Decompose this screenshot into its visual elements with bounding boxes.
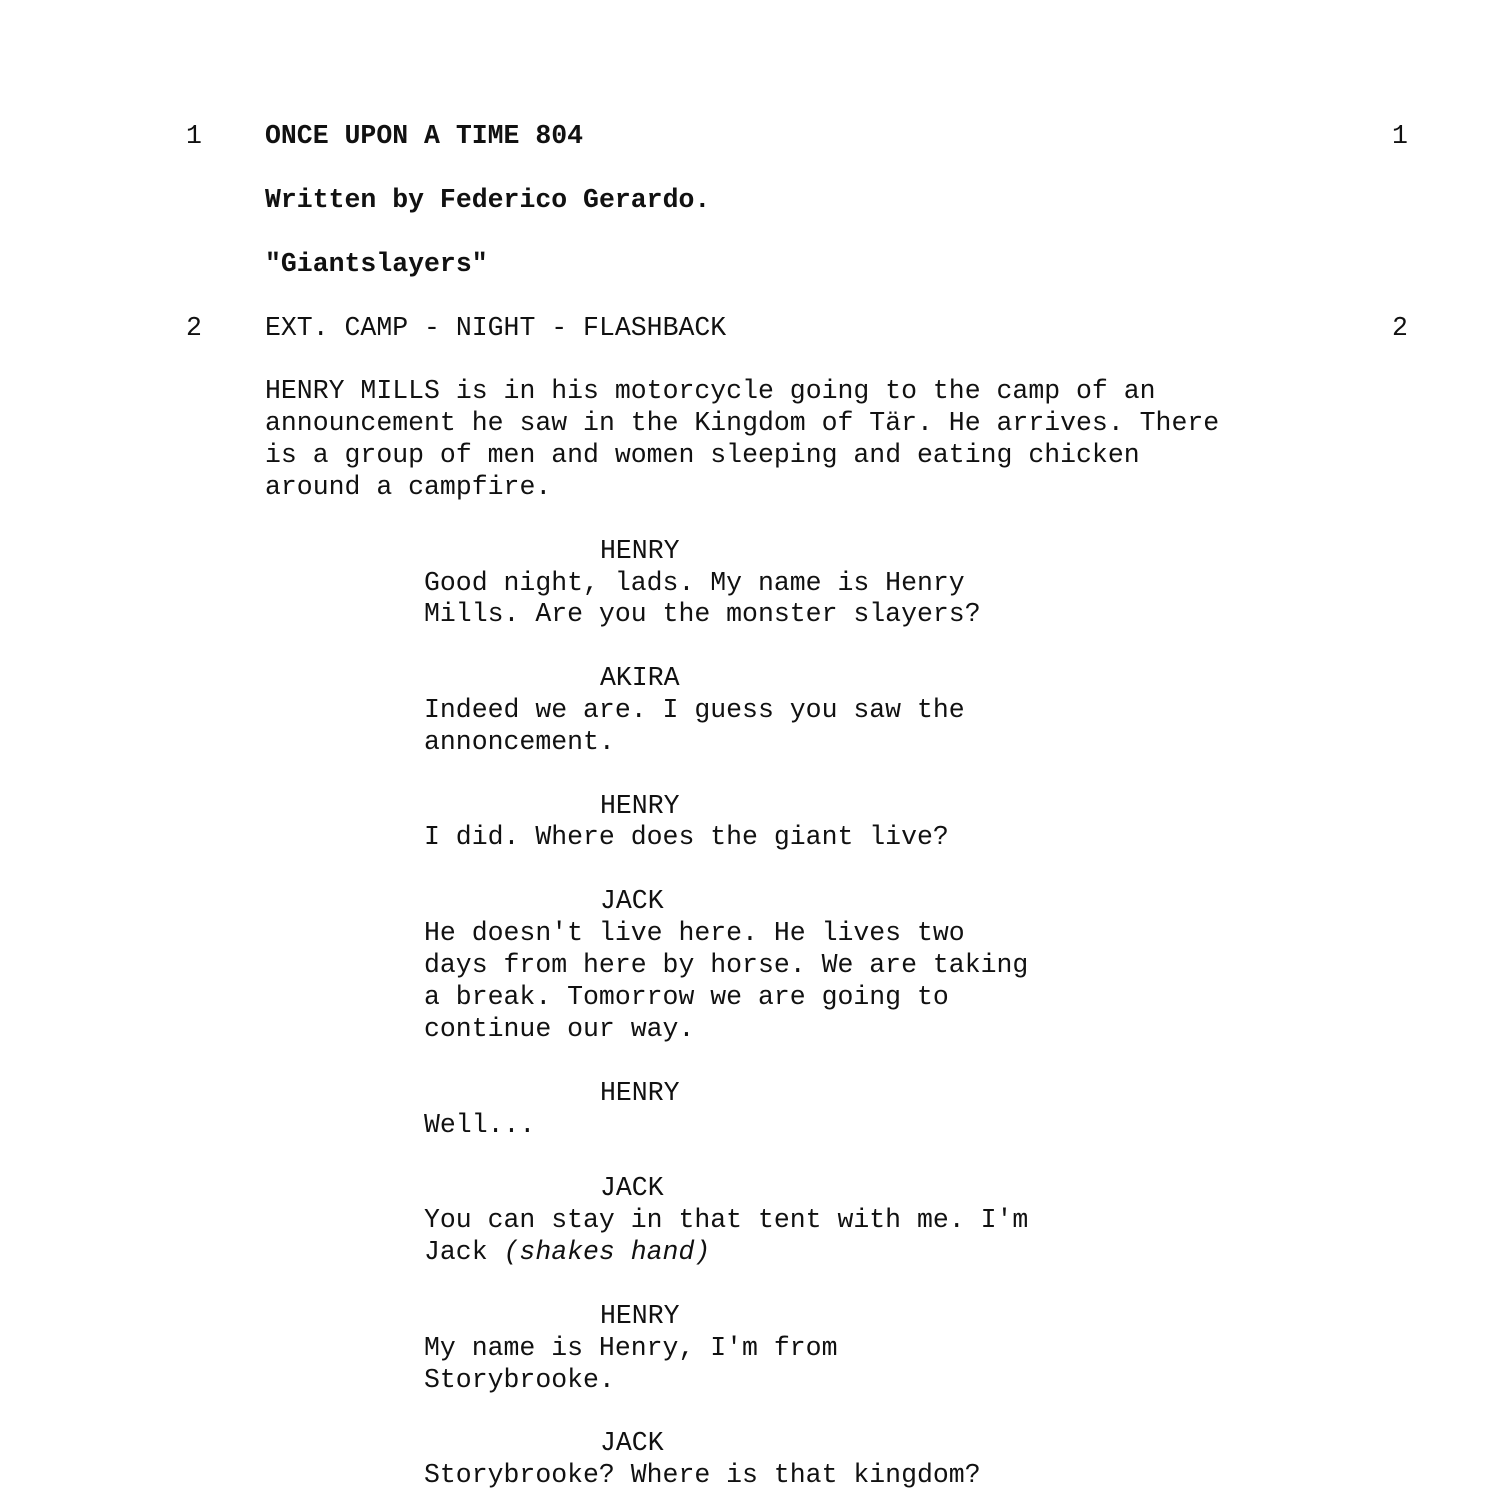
character-name: JACK: [600, 1428, 664, 1458]
dialogue-line: days from here by horse. We are taking: [424, 950, 1029, 980]
dialogue-line: Storybrooke.: [424, 1365, 615, 1395]
dialogue-line: You can stay in that tent with me. I'm: [424, 1205, 1029, 1235]
dialogue-line: [424, 1236, 710, 1268]
action-line: around a campfire.: [265, 472, 552, 502]
dialogue-line: I did. Where does the giant live?: [424, 822, 949, 852]
action-line: announcement he saw in the Kingdom of Tär. He arrives. There: [265, 408, 1220, 438]
parenthetical: (shakes hand): [503, 1237, 711, 1267]
dialogue-line: Good night, lads. My name is Henry: [424, 568, 965, 598]
script-title: ONCE UPON A TIME 804: [265, 121, 584, 151]
dialogue-line: continue our way.: [424, 1014, 695, 1044]
dialogue-line: He doesn't live here. He lives two: [424, 918, 965, 948]
scene-number-right: 2: [1392, 313, 1408, 343]
episode-title: "Giantslayers": [265, 249, 488, 279]
character-name: AKIRA: [600, 663, 680, 693]
scene-number-left: 1: [186, 121, 202, 151]
character-name: JACK: [600, 1173, 664, 1203]
character-name: HENRY: [600, 1301, 680, 1331]
dialogue-line: Mills. Are you the monster slayers?: [424, 599, 981, 629]
dialogue-line: Storybrooke? Where is that kingdom?: [424, 1460, 981, 1490]
dialogue-line: My name is Henry, I'm from: [424, 1333, 838, 1363]
character-name: JACK: [600, 886, 664, 916]
action-line: is a group of men and women sleeping and eating chicken: [265, 440, 1140, 470]
dialogue-line: Indeed we are. I guess you saw the: [424, 695, 965, 725]
dialogue-line: a break. Tomorrow we are going to: [424, 982, 949, 1012]
scene-number-right: 1: [1392, 121, 1408, 151]
character-name: HENRY: [600, 1078, 680, 1108]
dialogue-text: Jack: [424, 1237, 504, 1267]
byline: Written by Federico Gerardo.: [265, 185, 711, 215]
dialogue-line: annoncement.: [424, 727, 615, 757]
scene-heading: EXT. CAMP - NIGHT - FLASHBACK: [265, 313, 727, 343]
action-line: HENRY MILLS is in his motorcycle going to the camp of an: [265, 376, 1156, 406]
dialogue-line: Well...: [424, 1110, 536, 1140]
character-name: HENRY: [600, 536, 680, 566]
character-name: HENRY: [600, 791, 680, 821]
scene-number-left: 2: [186, 313, 202, 343]
